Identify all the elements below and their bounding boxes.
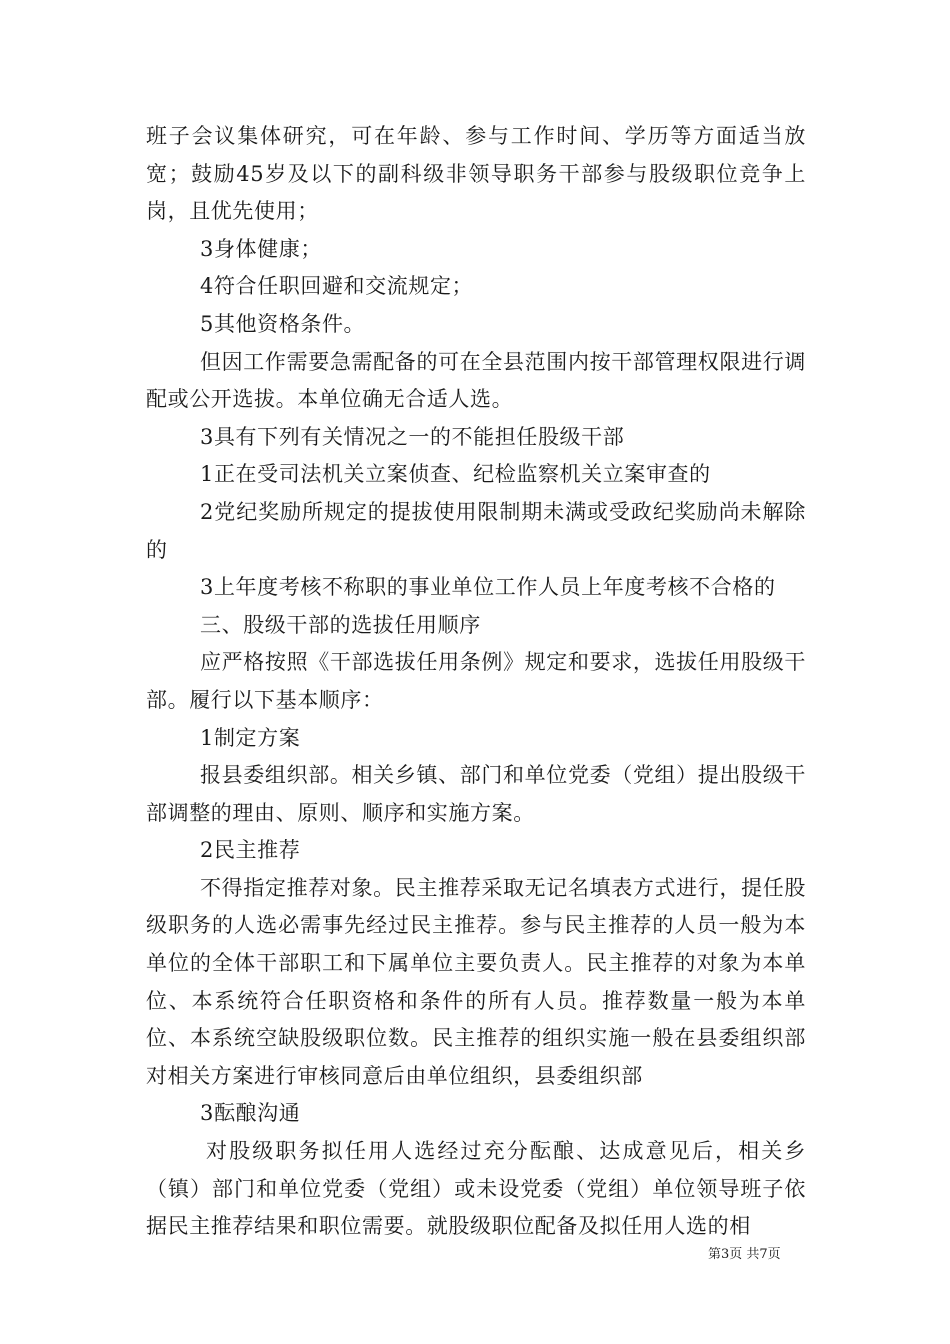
step-heading: 1制定方案: [200, 725, 301, 750]
paragraph: 3上年度考核不称职的事业单位工作人员上年度考核不合格的: [200, 575, 776, 600]
paragraph: 5其他资格条件。: [200, 311, 366, 336]
paragraph: 报县委组织部。相关乡镇、部门和单位党委（党组）提出股级干部调整的理由、原则、顺序和实施方案。: [146, 763, 806, 825]
step-heading: 2民主推荐: [200, 838, 301, 863]
step-heading: 3酝酿沟通: [200, 1101, 301, 1126]
paragraph: 不得指定推荐对象。民主推荐采取无记名填表方式进行，提任股级职务的人选必需事先经过民主推荐。参与民主推荐的人员一般为本单位的全体干部职工和下属单位主要负责人。民主推荐的对象为本单位、本系统符合任职资格和条件的所有人员。推荐数量一般为本单位、本系统空缺股级职位数。民主推荐的组织实施一般在县委组织部对相关方案进行审核同意后由单位组织，县委组织部: [146, 875, 806, 1088]
paragraph: 对股级职务拟任用人选经过充分酝酿、达成意见后，相关乡（镇）部门和单位党委（党组）或未设党委（党组）单位领导班子依据民主推荐结果和职位需要。就股级职位配备及拟任用人选的相: [146, 1139, 806, 1239]
paragraph: 班子会议集体研究，可在年龄、参与工作时间、学历等方面适当放宽；鼓励45岁及以下的副科级非领导职务干部参与股级职位竞争上岗，且优先使用；: [146, 124, 806, 224]
paragraph: 但因工作需要急需配备的可在全县范围内按干部管理权限进行调配或公开选拔。本单位确无合适人选。: [146, 349, 806, 412]
paragraph: 3身体健康；: [200, 236, 322, 261]
document-body: [146, 118, 806, 1246]
section-heading: 三、股级干部的选拔任用顺序: [200, 612, 481, 637]
page-number: 第3页 共7页: [708, 1247, 781, 1262]
paragraph: 1正在受司法机关立案侦查、纪检监察机关立案审查的: [200, 462, 711, 487]
paragraph: 应严格按照《干部选拔任用条例》规定和要求，选拔任用股级干部。履行以下基本顺序：: [146, 650, 806, 712]
paragraph: 4符合任职回避和交流规定；: [200, 274, 474, 299]
paragraph: 2党纪奖励所规定的提拔使用限制期未满或受政纪奖励尚未解除的: [146, 499, 806, 562]
paragraph: 3具有下列有关情况之一的不能担任股级干部: [200, 424, 625, 449]
